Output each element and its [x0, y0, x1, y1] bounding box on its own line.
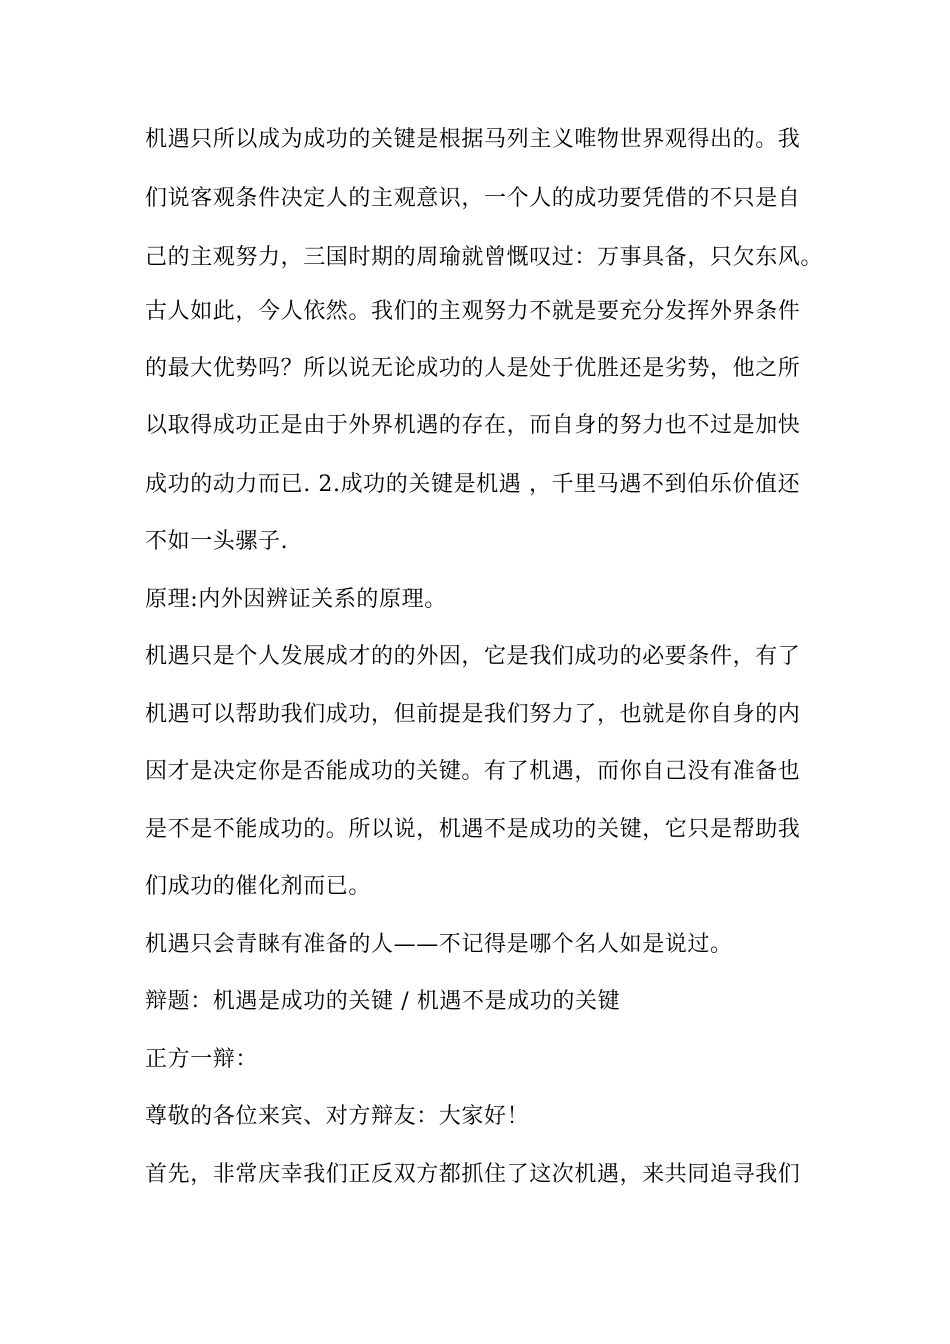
text-line: 成功的动力而已. 2.成功的关键是机遇 ，千里马遇不到伯乐价值还: [145, 472, 801, 497]
text-line: 尊敬的各位来宾、对方辩友：大家好！: [145, 1104, 530, 1129]
text-line: 们成功的催化剂而已。: [145, 874, 372, 899]
text-line: 古人如此，今人依然。我们的主观努力不就是要充分发挥外界条件: [145, 299, 801, 324]
text-line: 机遇只所以成为成功的关键是根据马列主义唯物世界观得出的。我: [145, 127, 801, 152]
text-line: 以取得成功正是由于外界机遇的存在，而自身的努力也不过是加快: [145, 413, 801, 438]
text-line: 机遇只会青睐有准备的人——不记得是哪个名人如是说过。: [145, 932, 733, 957]
text-line: 己的主观努力，三国时期的周瑜就曾慨叹过：万事具备，只欠东风。: [145, 245, 824, 270]
text-line: 首先，非常庆幸我们正反双方都抓住了这次机遇，来共同追寻我们: [145, 1162, 801, 1187]
text-line: 原理:内外因辨证关系的原理。: [145, 587, 447, 612]
text-line: 的最大优势吗？所以说无论成功的人是处于优胜还是劣势，他之所: [145, 356, 801, 381]
text-line: 正方一辩：: [145, 1047, 259, 1072]
text-line: 是不是不能成功的。所以说，机遇不是成功的关键，它只是帮助我: [145, 817, 801, 842]
text-line: 因才是决定你是否能成功的关键。有了机遇，而你自己没有准备也: [145, 759, 801, 784]
text-line: 机遇可以帮助我们成功，但前提是我们努力了，也就是你自身的内: [145, 702, 801, 727]
text-line: 们说客观条件决定人的主观意识，一个人的成功要凭借的不只是自: [145, 186, 801, 211]
text-line: 不如一头骡子.: [145, 529, 289, 554]
text-line: 机遇只是个人发展成才的的外因，它是我们成功的必要条件，有了: [145, 644, 801, 669]
text-line: 辩题：机遇是成功的关键 / 机遇不是成功的关键: [145, 989, 621, 1014]
